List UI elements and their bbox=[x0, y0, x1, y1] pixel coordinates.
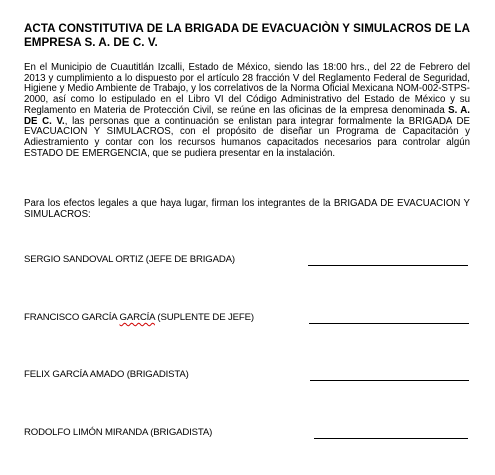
paragraph-intro-before-company: En el Municipio de Cuautitlán Izcalli, Estado de México, siendo las 18:00 hrs., del 22 de Febrero del 2013 y cumplimiento a lo dispuesto por el artículo 28 fracción V del Reglamento Federal de Seguridad, Higiene y Medio Ambiente de Trabajo, y los correlativos de la Norma Oficial Mexicana NOM-002-STPS-2000, así como lo estipulado en el Libro VI del Código Administrativo del Estado de México y su Reglamento en Materia de Protección Civil, se reúne en las oficinas de la empresa denominada bbox=[24, 62, 470, 116]
paragraph-intro bbox=[24, 63, 470, 159]
signature-row bbox=[24, 254, 470, 270]
signature-line bbox=[310, 380, 469, 381]
signatory-name: FRANCISCO GARCÍA GARCÍA (SUPLENTE DE JEFE) bbox=[24, 312, 254, 323]
signature-line bbox=[309, 323, 469, 324]
company-name: S. A. DE C. V. bbox=[24, 104, 470, 127]
signatory-name: FELIX GARCÍA AMADO (BRIGADISTA) bbox=[24, 369, 189, 380]
signature-row bbox=[24, 427, 470, 443]
signature-row bbox=[24, 369, 470, 385]
paragraph-signature-intro-text: Para los efectos legales a que haya lugar, firman los integrantes de la BRIGADA DE EVACUACION Y SIMULACROS: bbox=[24, 198, 470, 220]
signatory-name: RODOLFO LIMÓN MIRANDA (BRIGADISTA) bbox=[24, 427, 213, 438]
paragraph-intro-after-company: , las personas que a continuación se enlistan para integrar formalmente la BRIGADA DE EVACUACION Y SIMULACROS, con el propósito de diseñar un Programa de Capacitación y Adiestramiento y contar con los recursos humanos capacitados necesarios para controlar algún ESTADO DE EMERGENCIA, que se pudiera presentar en la instalación. bbox=[24, 115, 470, 159]
signature-line bbox=[308, 265, 468, 266]
paragraph-signature-intro bbox=[24, 199, 470, 220]
spellcheck-flagged-word: GARCÍA bbox=[119, 312, 155, 323]
signature-row bbox=[24, 312, 470, 328]
document-title: ACTA CONSTITUTIVA DE LA BRIGADA DE EVACUACIÒN Y SIMULACROS DE LA EMPRESA S. A. DE C. V. bbox=[24, 22, 470, 49]
signatory-name: SERGIO SANDOVAL ORTIZ (JEFE DE BRIGADA) bbox=[24, 254, 235, 265]
signature-line bbox=[314, 438, 468, 439]
paragraph-intro-text bbox=[24, 63, 470, 159]
document-page bbox=[24, 22, 470, 438]
